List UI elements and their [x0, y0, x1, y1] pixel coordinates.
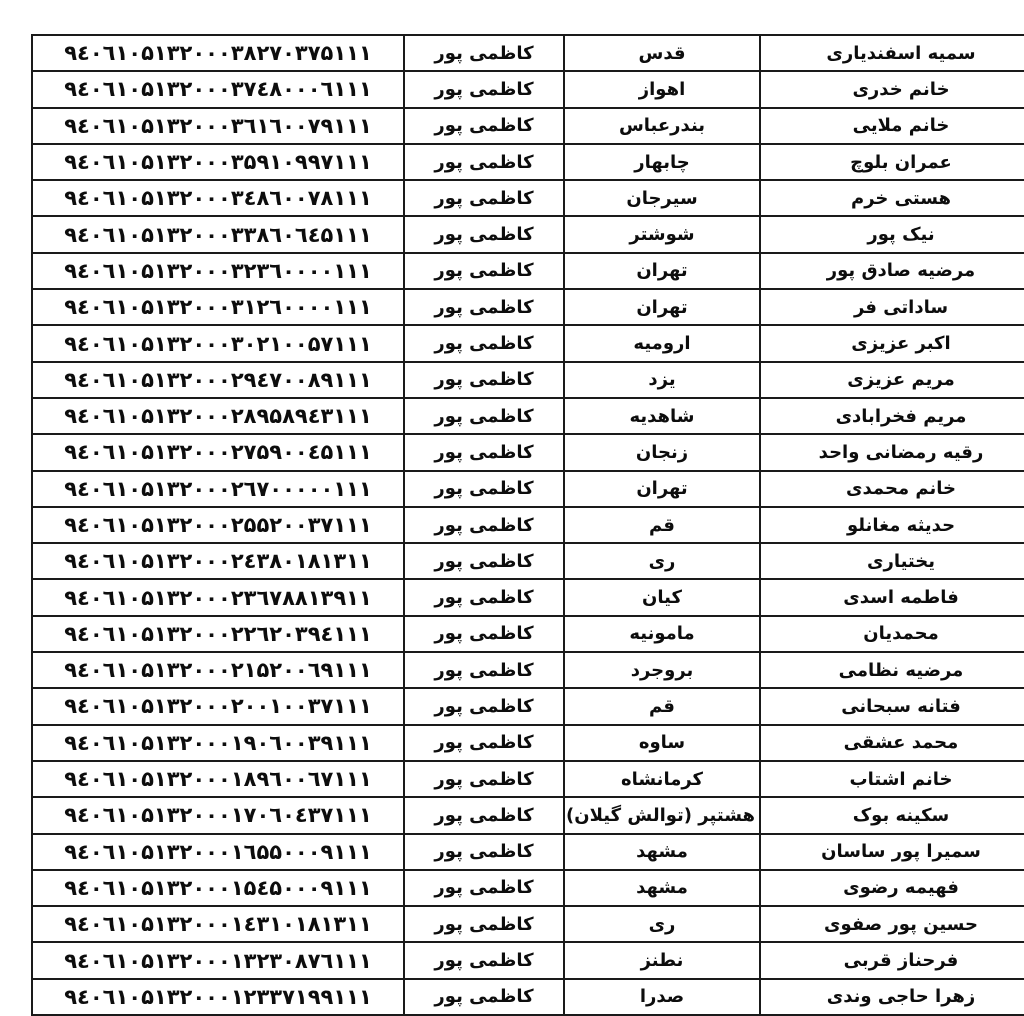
city-cell: کرمانشاه — [564, 761, 760, 797]
city-cell: نطنز — [564, 942, 760, 978]
company-cell: کاظمی پور — [404, 870, 564, 906]
person-name-cell: هستی خرم — [760, 180, 1024, 216]
city-cell: مشهد — [564, 834, 760, 870]
table-row — [32, 507, 1024, 543]
table-row — [32, 688, 1024, 724]
table-row — [32, 579, 1024, 615]
code-cell: ۹٤۰٦۱۰۵۱۳۲۰۰۰۳۸۲۷۰۳۷۵۱۱۱ — [32, 35, 404, 71]
company-cell: کاظمی پور — [404, 652, 564, 688]
city-cell: قم — [564, 507, 760, 543]
company-cell: کاظمی پور — [404, 108, 564, 144]
city-cell: ری — [564, 906, 760, 942]
person-name-cell: خانم اشتاب — [760, 761, 1024, 797]
city-cell: کیان — [564, 579, 760, 615]
table-row — [32, 325, 1024, 361]
city-cell: مشهد — [564, 870, 760, 906]
company-cell: کاظمی پور — [404, 180, 564, 216]
code-cell: ۹٤۰٦۱۰۵۱۳۲۰۰۰۱٤۳۱۰۱۸۱۳۱۱ — [32, 906, 404, 942]
table-row — [32, 216, 1024, 252]
code-cell: ۹٤۰٦۱۰۵۱۳۲۰۰۰۳۳۸٦۰٦٤۵۱۱۱ — [32, 216, 404, 252]
records-table — [31, 34, 1024, 1016]
person-name-cell: فهیمه رضوی — [760, 870, 1024, 906]
code-cell: ۹٤۰٦۱۰۵۱۳۲۰۰۰۲٦۷۰۰۰۰۰۱۱۱ — [32, 471, 404, 507]
company-cell: کاظمی پور — [404, 144, 564, 180]
table-row — [32, 108, 1024, 144]
company-cell: کاظمی پور — [404, 906, 564, 942]
table-row — [32, 289, 1024, 325]
city-cell: زنجان — [564, 434, 760, 470]
city-cell: شاهدیه — [564, 398, 760, 434]
city-cell: اهواز — [564, 71, 760, 107]
code-cell: ۹٤۰٦۱۰۵۱۳۲۰۰۰۱۹۰٦۰۰۳۹۱۱۱ — [32, 725, 404, 761]
person-name-cell: حدیثه مغانلو — [760, 507, 1024, 543]
code-cell: ۹٤۰٦۱۰۵۱۳۲۰۰۰۲۷۵۹۰۰٤۵۱۱۱ — [32, 434, 404, 470]
person-name-cell: نیک پور — [760, 216, 1024, 252]
city-cell: تهران — [564, 289, 760, 325]
company-cell: کاظمی پور — [404, 543, 564, 579]
table-row — [32, 797, 1024, 833]
company-cell: کاظمی پور — [404, 507, 564, 543]
table-row — [32, 398, 1024, 434]
code-cell: ۹٤۰٦۱۰۵۱۳۲۰۰۰۳۱۲٦۰۰۰۰۱۱۱ — [32, 289, 404, 325]
person-name-cell: ساداتی فر — [760, 289, 1024, 325]
person-name-cell: فتانه سبحانی — [760, 688, 1024, 724]
person-name-cell: اکبر عزیزی — [760, 325, 1024, 361]
table-row — [32, 362, 1024, 398]
table-row — [32, 725, 1024, 761]
person-name-cell: سکینه بوک — [760, 797, 1024, 833]
code-cell: ۹٤۰٦۱۰۵۱۳۲۰۰۰۱۳۲۳۰۸۷٦۱۱۱ — [32, 942, 404, 978]
code-cell: ۹٤۰٦۱۰۵۱۳۲۰۰۰۱۵٤۵۰۰۰۹۱۱۱ — [32, 870, 404, 906]
table-row — [32, 471, 1024, 507]
table-row — [32, 761, 1024, 797]
code-cell: ۹٤۰٦۱۰۵۱۳۲۰۰۰۲۲٦۲۰۳۹٤۱۱۱ — [32, 616, 404, 652]
company-cell: کاظمی پور — [404, 579, 564, 615]
table-row — [32, 180, 1024, 216]
code-cell: ۹٤۰٦۱۰۵۱۳۲۰۰۰۳۲۳٦۰۰۰۰۱۱۱ — [32, 253, 404, 289]
city-cell: تهران — [564, 253, 760, 289]
person-name-cell: خانم محمدی — [760, 471, 1024, 507]
table-row — [32, 253, 1024, 289]
city-cell: قدس — [564, 35, 760, 71]
table-row — [32, 870, 1024, 906]
code-cell: ۹٤۰٦۱۰۵۱۳۲۰۰۰۲۰۰۱۰۰۳۷۱۱۱ — [32, 688, 404, 724]
table-row — [32, 144, 1024, 180]
code-cell: ۹٤۰٦۱۰۵۱۳۲۰۰۰۱۷۰٦۰٤۳۷۱۱۱ — [32, 797, 404, 833]
city-cell: مامونیه — [564, 616, 760, 652]
person-name-cell: رقیه رمضانی واحد — [760, 434, 1024, 470]
city-cell: صدرا — [564, 979, 760, 1015]
company-cell: کاظمی پور — [404, 471, 564, 507]
code-cell: ۹٤۰٦۱۰۵۱۳۲۰۰۰۲۱۵۲۰۰٦۹۱۱۱ — [32, 652, 404, 688]
table-row — [32, 35, 1024, 71]
company-cell: کاظمی پور — [404, 725, 564, 761]
city-cell: تهران — [564, 471, 760, 507]
code-cell: ۹٤۰٦۱۰۵۱۳۲۰۰۰۳٤۸٦۰۰۷۸۱۱۱ — [32, 180, 404, 216]
code-cell: ۹٤۰٦۱۰۵۱۳۲۰۰۰۲۸۹۵۸۹٤۳۱۱۱ — [32, 398, 404, 434]
city-cell: ری — [564, 543, 760, 579]
company-cell: کاظمی پور — [404, 71, 564, 107]
table-row — [32, 616, 1024, 652]
person-name-cell: سمیه اسفندیاری — [760, 35, 1024, 71]
company-cell: کاظمی پور — [404, 253, 564, 289]
person-name-cell: زهرا حاجی وندی — [760, 979, 1024, 1015]
code-cell: ۹٤۰٦۱۰۵۱۳۲۰۰۰۳٦۱٦۰۰۷۹۱۱۱ — [32, 108, 404, 144]
table-row — [32, 906, 1024, 942]
company-cell: کاظمی پور — [404, 797, 564, 833]
person-name-cell: فاطمه اسدی — [760, 579, 1024, 615]
company-cell: کاظمی پور — [404, 362, 564, 398]
person-name-cell: عمران بلوچ — [760, 144, 1024, 180]
city-cell: سیرجان — [564, 180, 760, 216]
company-cell: کاظمی پور — [404, 761, 564, 797]
company-cell: کاظمی پور — [404, 942, 564, 978]
city-cell: بروجرد — [564, 652, 760, 688]
city-cell: ساوه — [564, 725, 760, 761]
person-name-cell: مرضیه صادق پور — [760, 253, 1024, 289]
person-name-cell: خانم ملایی — [760, 108, 1024, 144]
code-cell: ۹٤۰٦۱۰۵۱۳۲۰۰۰۲۹٤۷۰۰۸۹۱۱۱ — [32, 362, 404, 398]
code-cell: ۹٤۰٦۱۰۵۱۳۲۰۰۰۳۵۹۱۰۹۹۷۱۱۱ — [32, 144, 404, 180]
code-cell: ۹٤۰٦۱۰۵۱۳۲۰۰۰۱٦۵۵۰۰۰۹۱۱۱ — [32, 834, 404, 870]
person-name-cell: سمیرا پور ساسان — [760, 834, 1024, 870]
company-cell: کاظمی پور — [404, 979, 564, 1015]
table-row — [32, 434, 1024, 470]
code-cell: ۹٤۰٦۱۰۵۱۳۲۰۰۰۳۷٤۸۰۰۰٦۱۱۱ — [32, 71, 404, 107]
person-name-cell: یختیاری — [760, 543, 1024, 579]
city-cell: قم — [564, 688, 760, 724]
person-name-cell: محمدیان — [760, 616, 1024, 652]
person-name-cell: مرضیه نظامی — [760, 652, 1024, 688]
table-row — [32, 71, 1024, 107]
company-cell: کاظمی پور — [404, 325, 564, 361]
records-table-body — [32, 35, 1024, 1015]
city-cell: بندرعباس — [564, 108, 760, 144]
table-row — [32, 942, 1024, 978]
person-name-cell: فرحناز قربی — [760, 942, 1024, 978]
person-name-cell: مریم فخرابادی — [760, 398, 1024, 434]
city-cell: شوشتر — [564, 216, 760, 252]
person-name-cell: مریم عزیزی — [760, 362, 1024, 398]
company-cell: کاظمی پور — [404, 688, 564, 724]
table-row — [32, 834, 1024, 870]
city-cell: هشتپر (توالش گیلان) — [564, 797, 760, 833]
city-cell: یزد — [564, 362, 760, 398]
company-cell: کاظمی پور — [404, 834, 564, 870]
company-cell: کاظمی پور — [404, 216, 564, 252]
code-cell: ۹٤۰٦۱۰۵۱۳۲۰۰۰۲٤۳۸۰۱۸۱۳۱۱ — [32, 543, 404, 579]
code-cell: ۹٤۰٦۱۰۵۱۳۲۰۰۰۳۰۲۱۰۰۵۷۱۱۱ — [32, 325, 404, 361]
table-row — [32, 652, 1024, 688]
city-cell: چابهار — [564, 144, 760, 180]
table-row — [32, 543, 1024, 579]
code-cell: ۹٤۰٦۱۰۵۱۳۲۰۰۰۲۵۵۲۰۰۳۷۱۱۱ — [32, 507, 404, 543]
city-cell: ارومیه — [564, 325, 760, 361]
company-cell: کاظمی پور — [404, 434, 564, 470]
company-cell: کاظمی پور — [404, 35, 564, 71]
person-name-cell: حسین پور صفوی — [760, 906, 1024, 942]
records-sheet — [31, 34, 1001, 1009]
table-row — [32, 979, 1024, 1015]
person-name-cell: محمد عشقی — [760, 725, 1024, 761]
person-name-cell: خانم خدری — [760, 71, 1024, 107]
code-cell: ۹٤۰٦۱۰۵۱۳۲۰۰۰۱۲۳۳۷۱۹۹۱۱۱ — [32, 979, 404, 1015]
company-cell: کاظمی پور — [404, 289, 564, 325]
code-cell: ۹٤۰٦۱۰۵۱۳۲۰۰۰۲۳٦۷۸۸۱۳۹۱۱ — [32, 579, 404, 615]
code-cell: ۹٤۰٦۱۰۵۱۳۲۰۰۰۱۸۹٦۰۰٦۷۱۱۱ — [32, 761, 404, 797]
company-cell: کاظمی پور — [404, 398, 564, 434]
company-cell: کاظمی پور — [404, 616, 564, 652]
